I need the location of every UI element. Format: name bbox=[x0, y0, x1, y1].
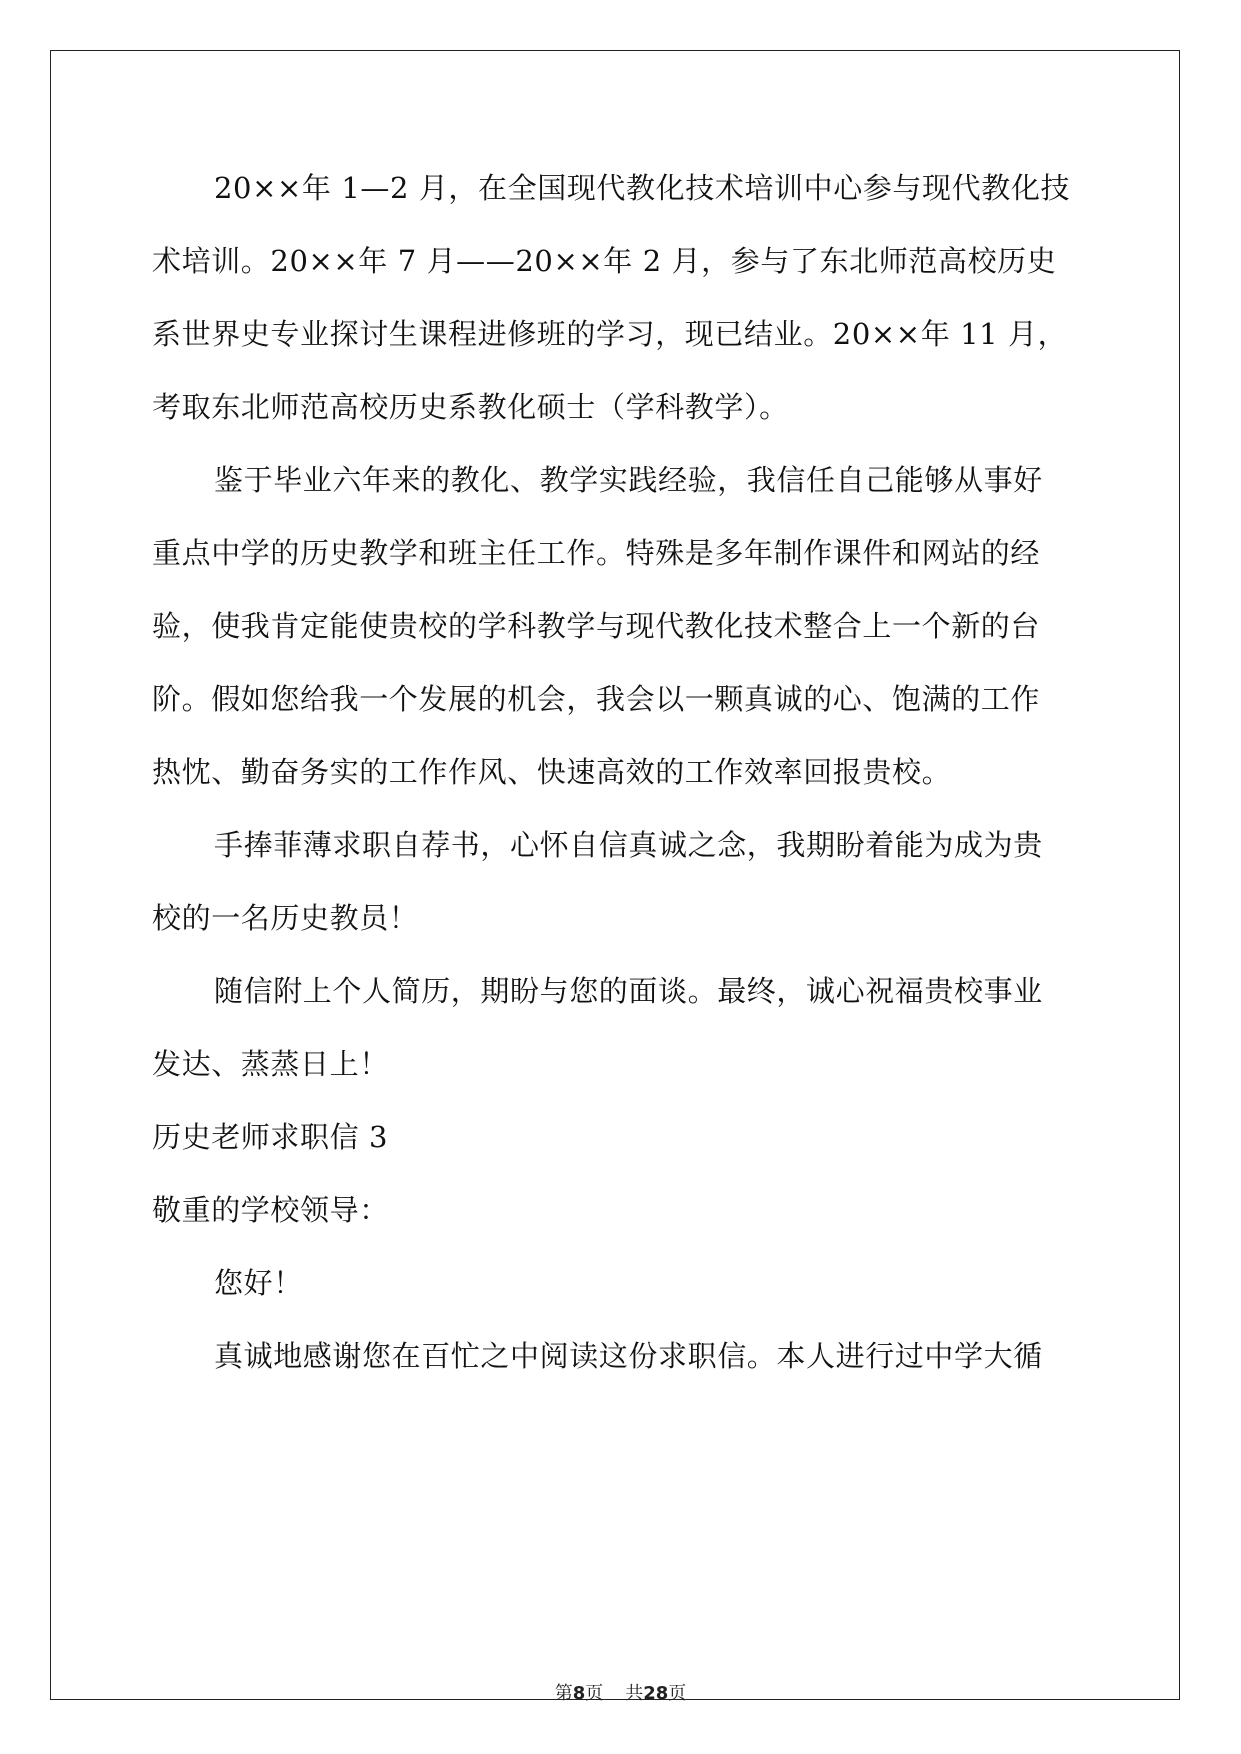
current-page-number: 8 bbox=[572, 1683, 586, 1704]
footer-total-prefix: 共 bbox=[625, 1683, 644, 1704]
page-footer bbox=[0, 1683, 1241, 1705]
body-text-line: 术培训。20××年 7 月——20××年 2 月，参与了东北师范高校历史 bbox=[152, 244, 1057, 278]
body-text-line: 重点中学的历史教学和班主任工作。特殊是多年制作课件和网站的经 bbox=[152, 536, 1041, 570]
body-text-line: 阶。假如您给我一个发展的机会，我会以一颗真诚的心、饱满的工作 bbox=[152, 682, 1041, 716]
body-text-line: 真诚地感谢您在百忙之中阅读这份求职信。本人进行过中学大循 bbox=[214, 1339, 1043, 1373]
page-frame bbox=[50, 50, 1180, 1700]
footer-total-unit: 页 bbox=[668, 1683, 687, 1704]
section-heading: 历史老师求职信 3 bbox=[152, 1120, 389, 1154]
body-text-line: 验，使我肯定能使贵校的学科教学与现代教化技术整合上一个新的台 bbox=[152, 609, 1041, 643]
salutation: 敬重的学校领导： bbox=[152, 1193, 389, 1227]
body-text-line: 发达、蒸蒸日上！ bbox=[152, 1047, 389, 1081]
body-text-line: 系世界史专业探讨生课程进修班的学习，现已结业。20××年 11 月， bbox=[152, 317, 1068, 351]
total-pages-number: 28 bbox=[643, 1683, 669, 1704]
body-text-line: 校的一名历史教员！ bbox=[152, 901, 419, 935]
footer-prefix: 第 bbox=[554, 1683, 573, 1704]
body-text-line: 20××年 1—2 月，在全国现代教化技术培训中心参与现代教化技 bbox=[214, 171, 1071, 205]
body-text-line: 随信附上个人简历，期盼与您的面谈。最终，诚心祝福贵校事业 bbox=[214, 974, 1043, 1008]
body-text-line: 考取东北师范高校历史系教化硕士（学科教学）。 bbox=[152, 390, 789, 424]
body-text-line: 热忱、勤奋务实的工作作风、快速高效的工作效率回报贵校。 bbox=[152, 755, 952, 789]
footer-page-unit: 页 bbox=[585, 1683, 604, 1704]
body-text-line: 鉴于毕业六年来的教化、教学实践经验，我信任自己能够从事好 bbox=[214, 463, 1043, 497]
body-text-line: 手捧菲薄求职自荐书，心怀自信真诚之念，我期盼着能为成为贵 bbox=[214, 828, 1043, 862]
greeting: 您好！ bbox=[214, 1266, 303, 1300]
